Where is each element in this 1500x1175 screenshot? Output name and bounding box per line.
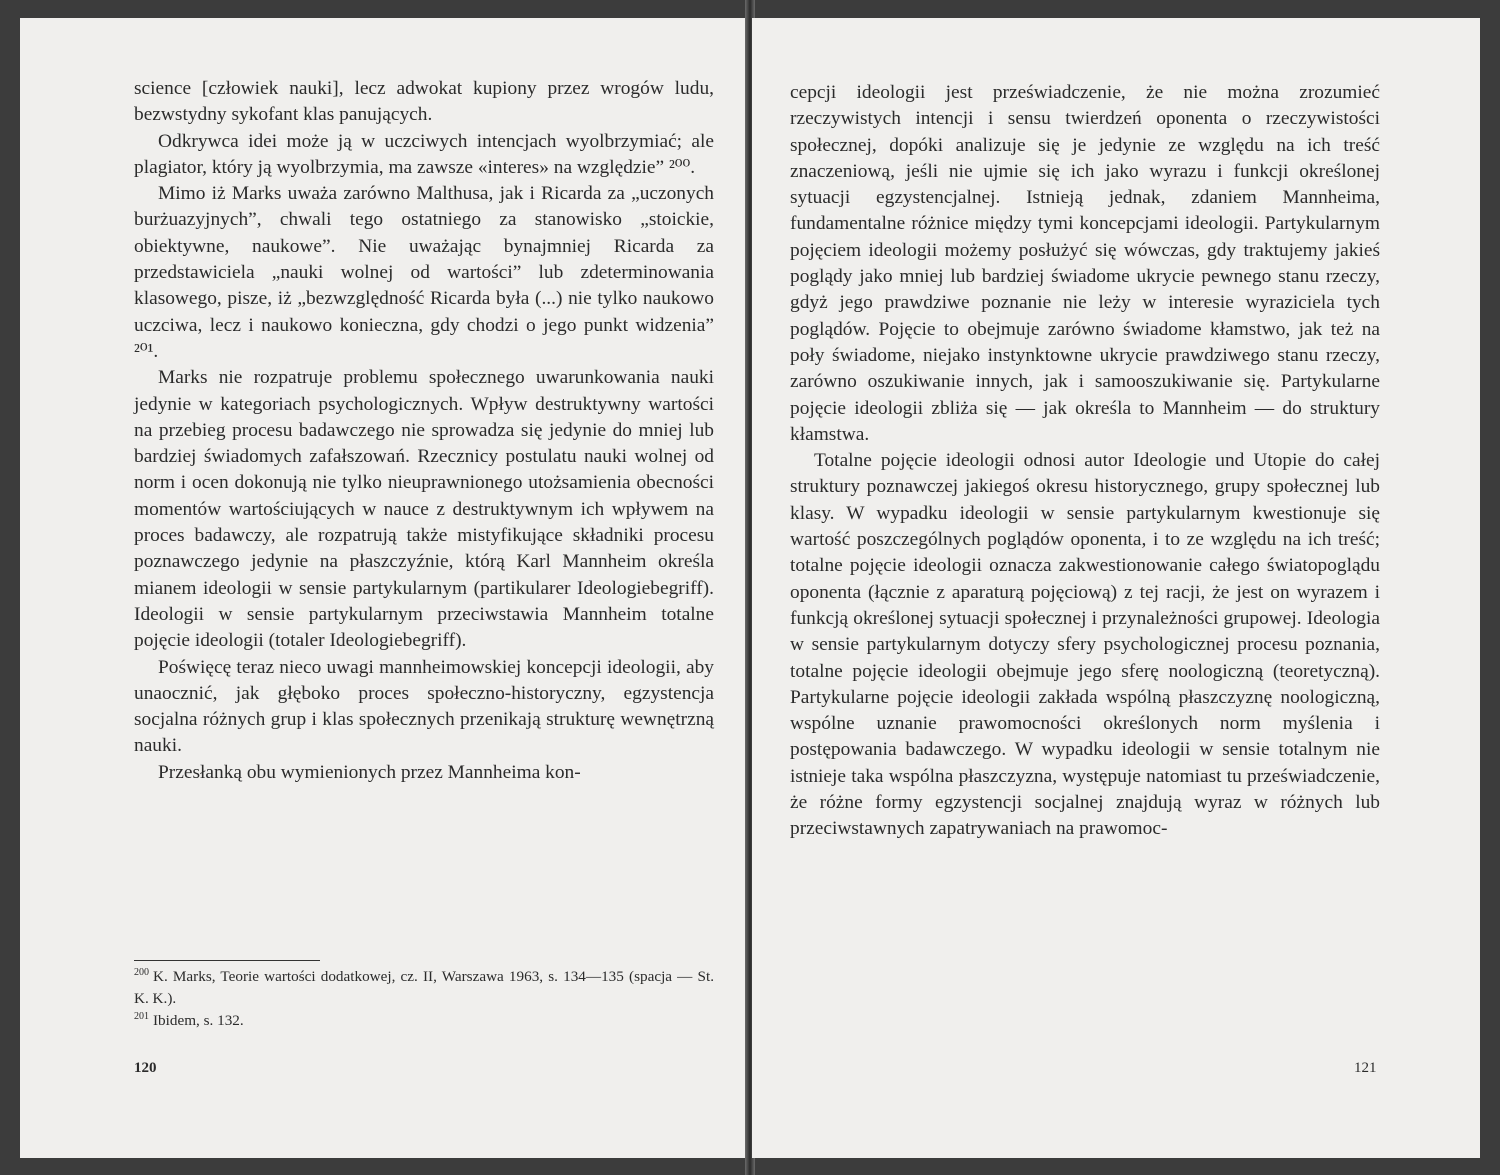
paragraph: Totalne pojęcie ideologii odnosi autor Ideologie und Utopie do całej struktury poznawczej jakiegoś okresu historycznego, grupy społecznej lub klasy. W wypadku ideologii w sensie partykularnym kwestionuje się wartość poszczególnych poglądów oponenta, i to ze względu na ich treść; totalne pojęcie ideologii oznacza zakwestionowanie całego światopoglądu oponenta (łącznie z aparaturą pojęciową) z tej racji, że jest on wyrazem i funkcją określonej sytuacji społecznej i przynależności grupowej. Ideologia w sensie partykularnym dotyczy sfery psychologicznej procesu poznania, totalne pojęcie ideologii obejmuje jego sferę noologiczną (teoretyczną). Partykularne pojęcie ideologii zakłada wspólną płaszczyznę noologiczną, wspólne uznanie prawomocności określonych norm myślenia i postępowania badawczego. W wypadku ideologii w sensie totalnym nie istnieje taka wspólna płaszczyzna, występuje natomiast tu przeświadczenie, że różne formy egzystencji socjalnej znajdują wyraz w różnych lub przeciwstawnych zapatrywaniach na prawomoc-: [790, 450, 1380, 840]
paragraph: Poświęcę teraz nieco uwagi mannheimowskiej koncepcji ideologii, aby unaocznić, jak głęboko proces społeczno-historyczny, egzystencja socjalna różnych grup i klas społecznych przenikają strukturę wewnętrzną nauki.: [134, 656, 714, 757]
footnotes: [134, 966, 714, 1032]
footnote: [134, 966, 714, 1010]
paragraph: Mimo iż Marks uważa zarówno Malthusa, jak i Ricarda za „uczonych burżuazyjnych”, chwali tego ostatniego za stanowisko „stoickie, obiektywne, naukowe”. Nie uważając bynajmniej Ricarda za przedstawiciela „nauki wolnej od wartości” lub zdeterminowania klasowego, pisze, iż „bezwzględność Ricarda była (...) nie tylko naukowo uczciwa, lecz i naukowo konieczna, gdy chodzi o jego punkt widzenia” ²⁰¹.: [134, 183, 714, 362]
page-number: 121: [1354, 1060, 1377, 1076]
paragraph: Odkrywca idei może ją w uczciwych intencjach wyolbrzymiać; ale plagiator, który ją wyolbrzymia, ma zawsze «interes» na względzie” ²⁰⁰.: [134, 130, 714, 178]
paragraph: Marks nie rozpatruje problemu społecznego uwarunkowania nauki jedynie w kategoriach psychologicznych. Wpływ destruktywny wartości na przebieg procesu badawczego nie sprowadza się jedynie do mniej lub bardziej świadomych zafałszowań. Rzecznicy postulatu nauki wolnej od norm i ocen dokonują nie tylko nieuprawnionego utożsamienia obecności momentów wartościujących w nauce z destruktywnym ich wpływem na proces badawczy, ale rozpatrują także mistyfikujące składniki procesu poznawczego jedynie na płaszczyźnie, którą Karl Mannheim określa mianem ideologii w sensie partykularnym (partikularer Ideologiebegriff). Ideologii w sensie partykularnym przeciwstawia Mannheim totalne pojęcie ideologii (totaler Ideologiebegriff).: [134, 367, 714, 652]
right-page-text: [790, 80, 1380, 843]
left-page-text: [134, 76, 714, 786]
paragraph: cepcji ideologii jest przeświadczenie, że nie można zrozumieć rzeczywistych intencji i sensu twierdzeń oponenta o rzeczywistości społecznej, dopóki analizuje się je jedynie ze względu na ich treść znaczeniową, jeśli nie ujmie się ich jako wyrazu i funkcji określonej sytuacji egzystencjalnej. Istnieją jednak, zdaniem Mannheima, fundamentalne różnice między tymi koncepcjami ideologii. Partykularnym pojęciem ideologii możemy posłużyć się wówczas, gdy traktujemy jakieś poglądy jako mniej lub bardziej świadome ukrycie pewnego stanu rzeczy, gdyż jego prawdziwe poznanie nie leży w interesie wyraziciela tych poglądów. Pojęcie to obejmuje zarówno świadome kłamstwo, jak też na poły świadome, niejako instynktowne ukrycie prawdziwego stanu rzeczy, zarówno oszukiwanie innych, jak i samooszukiwanie się. Partykularne pojęcie ideologii zbliża się — jak określa to Mannheim — do struktury kłamstwa.: [790, 82, 1380, 445]
footnote-text: K. Marks, Teorie wartości dodatkowej, cz. II, Warszawa 1963, s. 134—135 (spacja — St. K. K.).: [134, 968, 714, 1007]
footnote-divider: [134, 960, 320, 961]
paragraph: Przesłanką obu wymienionych przez Mannheima kon-: [158, 761, 581, 783]
right-page: [752, 18, 1480, 1158]
left-page: [20, 18, 748, 1158]
footnote-number: 201: [134, 1010, 149, 1022]
paragraph: science [człowiek nauki], lecz adwokat kupiony przez wrogów ludu, bezwstydny sykofant klas panujących.: [134, 78, 714, 126]
footnote: [134, 1010, 714, 1032]
page-number: 120: [134, 1060, 157, 1076]
footnote-text: Ibidem, s. 132.: [153, 1012, 244, 1029]
footnote-number: 200: [134, 966, 149, 978]
